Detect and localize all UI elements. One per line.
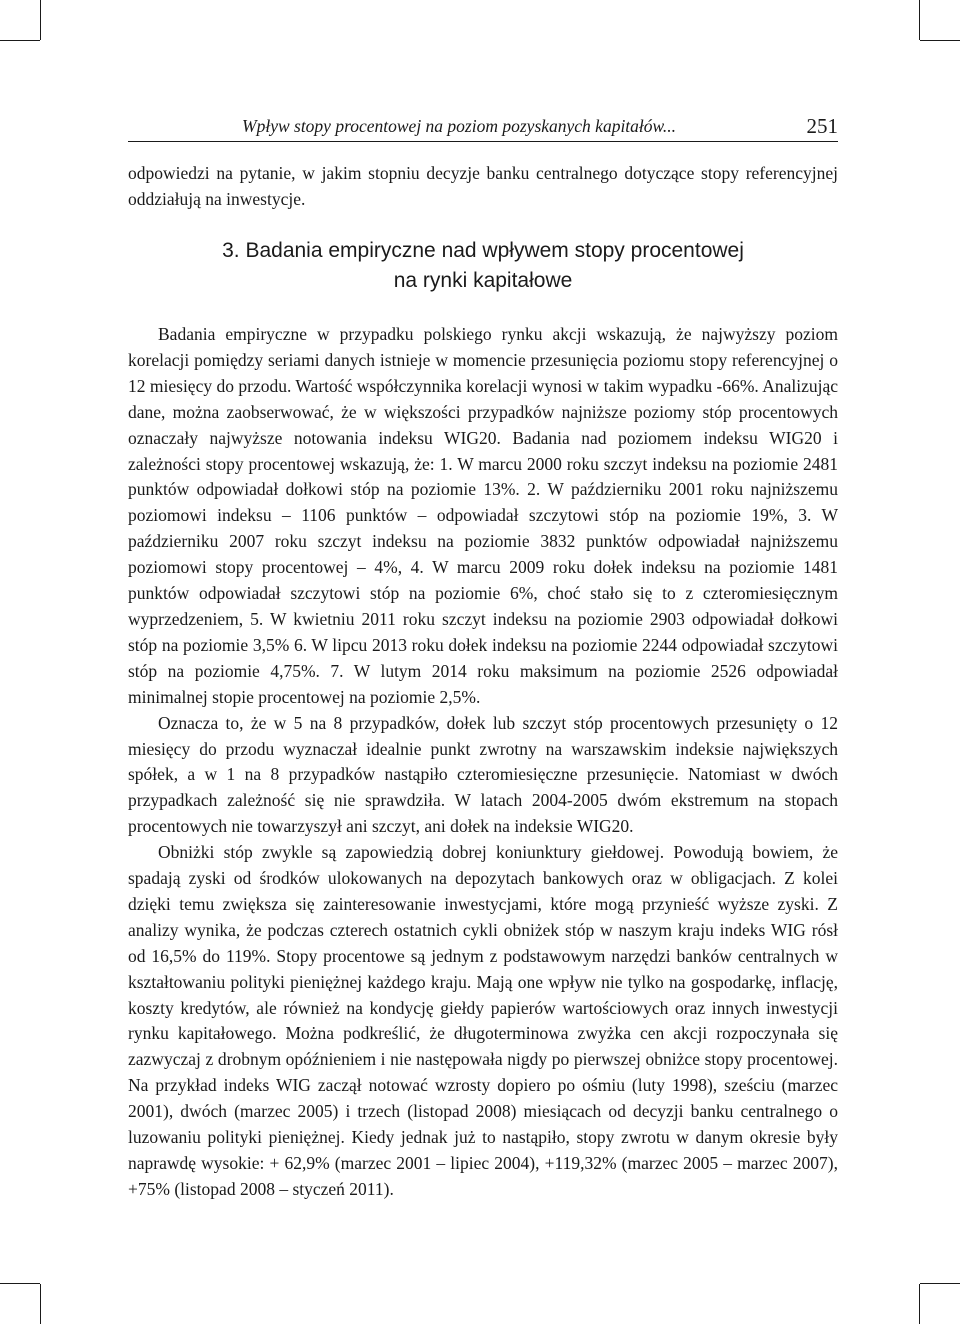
header-rule — [128, 141, 838, 142]
page-content — [128, 160, 838, 1203]
paragraph: Obniżki stóp zwykle są zapowiedzią dobrej koniunktury giełdowej. Powodują bowiem, że spadają zyski od środków ulokowanych na depozytach bankowych oraz w obligacjach. Z kolei dzięki temu zwiększa się zainteresowanie inwestycjami, które mogą przynieść wyższe zyski. Z analizy wynika, że podczas czterech ostatnich cykli obniżek stóp w naszym kraju indeks WIG rósł od 16,5% do 119%. Stopy procentowe są jednym z podstawowym narzędzi banków centralnych w kształtowaniu polityki pieniężnej każdego kraju. Mają one wpływ nie tylko na gospodarkę, inflację, koszty kredytów, ale również na kondycję giełdy papierów wartościowych oraz innych inwestycji rynku kapitałowego. Można podkreślić, że długoterminowa zwyżka cen akcji rozpoczynała się zazwyczaj z drobnym opóźnieniem i nie następowała nigdy po pierwszej obniżce stopy procentowej. Na przykład indeks WIG zaczął notować wzrosty dopiero po ośmiu (luty 1998), sześciu (marzec 2001), dwóch (marzec 2005) i trzech (listopad 2008) miesiącach od decyzji banku centralnego o luzowaniu polityki pieniężnej. Kiedy jednak już to nastąpiło, stopy zwrotu w danym okresie były naprawdę wysokie: + 62,9% (marzec 2001 – lipiec 2004), +119,32% (marzec 2005 – marzec 2007), +75% (listopad 2008 – styczeń 2011). — [128, 842, 838, 1199]
section-heading — [128, 236, 838, 296]
section-body — [128, 322, 838, 1203]
continued-paragraph: odpowiedzi na pytanie, w jakim stopniu decyzje banku centralnego dotyczące stopy referencyjnej oddziałują na inwestycje. — [128, 163, 838, 209]
crop-mark-left-top — [0, 40, 40, 41]
crop-mark-right-top — [920, 40, 960, 41]
crop-mark-top-right — [919, 0, 920, 40]
running-header — [128, 112, 838, 142]
crop-mark-right-bottom — [920, 1283, 960, 1284]
paragraph: Badania empiryczne w przypadku polskiego rynku akcji wskazują, że najwyższy poziom korelacji pomiędzy seriami danych istnieje w momencie przesunięcia poziomu stopy referencyjnej o 12 miesięcy do przodu. Wartość współczynnika korelacji wynosi w takim wypadku -66%. Analizując dane, można zaobserwować, że w większości przypadków najniższe poziomy stóp procentowych oznaczały najwyższe notowania indeksu WIG20. Badania nad poziomem indeksu WIG20 i zależności stopy procentowej wskazują, że: 1. W marcu 2000 roku szczyt indeksu na poziomie 2481 punktów odpowiadał dołkowi stóp na poziomie 13%. 2. W październiku 2001 roku najniższemu poziomowi indeksu – 1106 punktów – odpowiadał szczytowi stóp na poziomie 19%, 3. W październiku 2007 roku szczyt indeksu na poziomie 3832 punktów odpowiadał najniższemu poziomowi stopy procentowej – 4%, 4. W marcu 2009 roku dołek indeksu na poziomie 1481 punktów odpowiadał szczytowi stóp na poziomie 6%, choć stało się to z czteromiesięcznym wyprzedzeniem, 5. W kwietniu 2011 roku szczyt indeksu na poziomie 2903 odpowiadał dołkowi stóp na poziomie 3,5% 6. W lipcu 2013 roku dołek indeksu na poziomie 2244 odpowiadał szczytowi stóp na poziomie 4,75%. 7. W lutym 2014 roku maksimum na poziomie 2526 odpowiadał minimalnej stopie procentowej na poziomie 2,5%. — [128, 324, 838, 707]
running-title: Wpływ stopy procentowej na poziom pozyskanych kapitałów... — [242, 116, 677, 136]
page-number: 251 — [806, 114, 838, 138]
paragraph: Oznacza to, że w 5 na 8 przypadków, dołek lub szczyt stóp procentowych przesunięty o 12 miesięcy do przodu wyznaczał idealnie punkt zwrotny na warszawskim indeksie największych spółek, a w 1 na 8 przypadków nastąpiło czteromiesięczne przesunięcie. Natomiast w dwóch przypadkach zależność się nie sprawdziła. W latach 2004-2005 dwóm ekstremum na stopach procentowych nie towarzyszył ani szczyt, ani dołek na indeksie WIG20. — [128, 712, 838, 837]
crop-mark-bottom-left — [40, 1284, 41, 1324]
crop-mark-bottom-right — [919, 1284, 920, 1324]
crop-mark-left-bottom — [0, 1283, 40, 1284]
crop-mark-top-left — [40, 0, 41, 40]
section-heading-line-1: 3. Badania empiryczne nad wpływem stopy procentowej — [222, 239, 744, 262]
section-heading-line-2: na rynki kapitałowe — [393, 269, 573, 292]
